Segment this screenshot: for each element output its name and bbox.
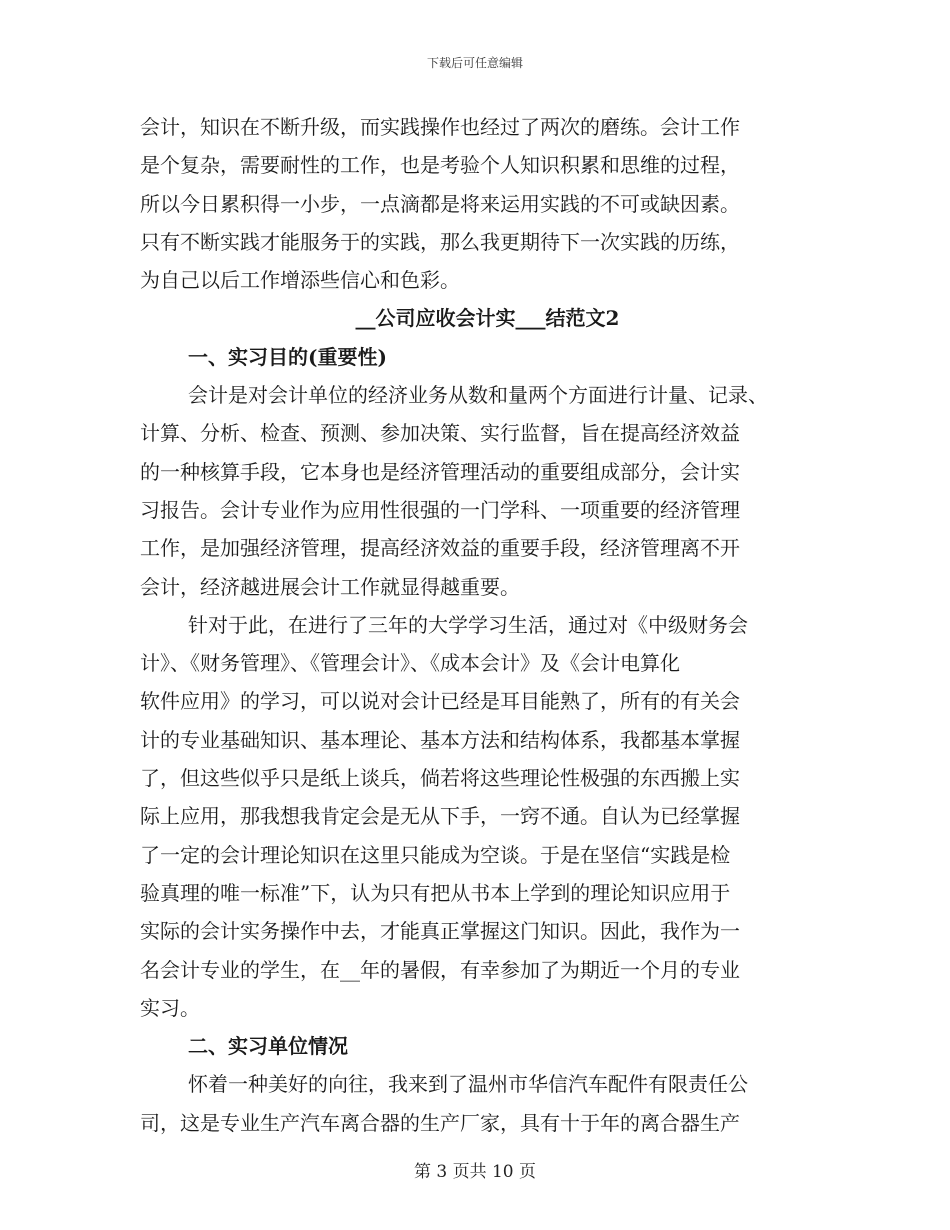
document-title: __公司应收会计实___结范文2: [355, 306, 620, 331]
paragraph-line: 会计，经济越进展会计工作就显得越重要。: [140, 574, 520, 599]
paragraph-line: 计的专业基础知识、基本理论、基本方法和结构体系，我都基本掌握: [140, 727, 740, 752]
paragraph-line: 习报告。会计专业作为应用性很强的一门学科、一项重要的经济管理: [140, 497, 740, 522]
paragraph-line: 会计是对会计单位的经济业务从数和量两个方面进行计量、记录、: [188, 383, 768, 408]
paragraph-line: 司，这是专业生产汽车离合器的生产厂家，具有十于年的离合器生产: [140, 1110, 740, 1135]
paragraph-line: 计算、分析、检查、预测、参加决策、实行监督，旨在提高经济效益: [140, 421, 740, 446]
paragraph-line: 为自己以后工作增添些信心和色彩。: [140, 268, 460, 293]
paragraph-line: 所以今日累积得一小步，一点滴都是将来运用实践的不可或缺因素。: [140, 191, 740, 216]
paragraph-line: 名会计专业的学生，在__年的暑假，有幸参加了为期近一个月的专业: [140, 957, 740, 982]
paragraph-line: 的一种核算手段，它本身也是经济管理活动的重要组成部分，会计实: [140, 459, 740, 484]
document-body: [140, 108, 805, 1142]
paragraph-line: 怀着一种美好的向往，我来到了温州市华信汽车配件有限责任公: [188, 1072, 748, 1097]
paragraph-line: 验真理的唯一标准”下，认为只有把从书本上学到的理论知识应用于: [140, 880, 731, 905]
paragraph-line: 实习。: [140, 995, 200, 1020]
paragraph-line: 工作，是加强经济管理，提高经济效益的重要手段，经济管理离不开: [140, 536, 740, 561]
paragraph-line: 会计，知识在不断升级，而实践操作也经过了两次的磨练。会计工作: [140, 115, 740, 139]
paragraph-line: 了，但这些似乎只是纸上谈兵，倘若将这些理论性极强的东西搬上实: [140, 766, 740, 791]
paragraph-line: 针对于此，在进行了三年的大学学习生活，通过对《中级财务会: [188, 612, 748, 637]
paragraph-line: 计》、《财务管理》、《管理会计》、《成本会计》及《会计电算化: [140, 651, 680, 676]
section-heading: 二、实习单位情况: [188, 1034, 348, 1059]
section-heading: 一、实习目的(重要性): [188, 344, 387, 369]
page-number: 第 3 页共 10 页: [413, 1162, 537, 1182]
paragraph-line: 只有不断实践才能服务于的实践，那么我更期待下一次实践的历练，: [140, 229, 740, 254]
paragraph-line: 实际的会计实务操作中去，才能真正掌握这门知识。因此，我作为一: [140, 919, 740, 944]
paragraph-line: 是个复杂，需要耐性的工作，也是考验个人知识积累和思维的过程，: [140, 153, 740, 178]
page-header-note: 下载后可任意编辑: [426, 56, 523, 70]
paragraph-line: 软件应用》的学习，可以说对会计已经是耳目能熟了，所有的有关会: [140, 689, 740, 714]
paragraph-line: 际上应用，那我想我肯定会是无从下手，一窍不通。自认为已经掌握: [140, 804, 740, 829]
paragraph-line: 了一定的会计理论知识在这里只能成为空谈。于是在坚信“实践是检: [140, 842, 731, 867]
